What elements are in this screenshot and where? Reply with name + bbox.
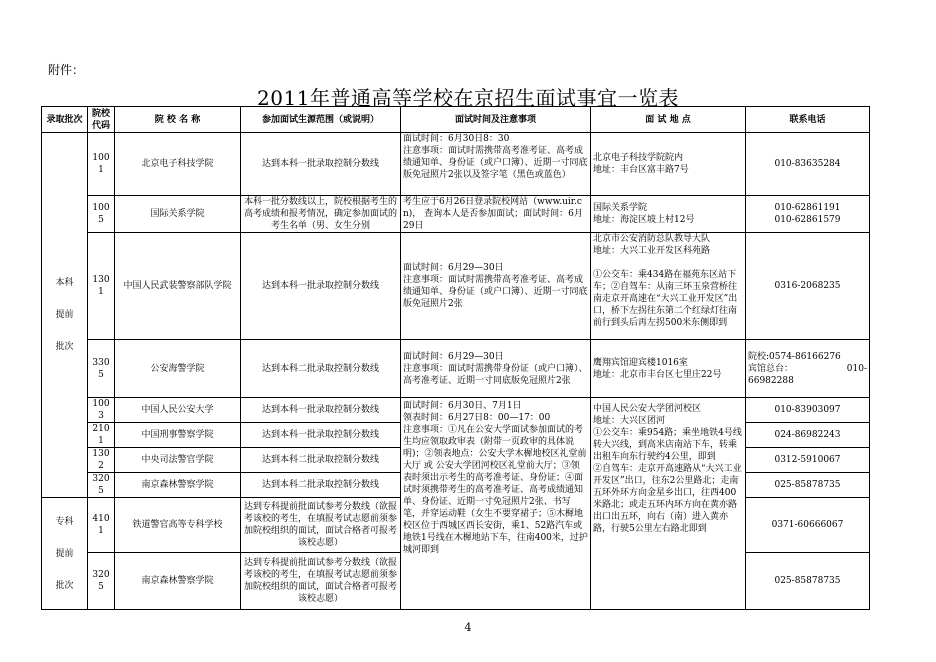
time-cell	[401, 196, 591, 233]
scope-cell: 达到本科一批录取控制分数线	[241, 398, 401, 423]
merged-time-text: 面试时间：6月30日、7月1日 领表时间：6月27日8：00—17：00 注意事项：①凡在公安大学面试参加面试的考生均应领取政审表（附带一页政审的具体说明)；②领表地点：公安大学木樨地校区礼堂前大厅 或 公安大学团河校区礼堂前大厅；③领表时须出示考生的高考准考证、身份证；④面试时须携带考生的高考准考证、高考成绩通知单、身份证、近期一寸免冠照片2张、书写笔，并穿运动鞋（女生不要穿裙子；⑤木樨地校区位于西城区西长安街，乘1、52路汽车或地铁1号线在木樨地站下车，往南400米，过护城河即到	[403, 401, 588, 555]
school-cell: 中国人民武装警察部队学院	[115, 233, 241, 340]
batch-line: 提前	[55, 548, 74, 559]
phone-cell: 024-86982243	[746, 423, 870, 448]
header-place: 面 试 地 点	[591, 107, 746, 133]
scope-cell: 达到本科二批录取控制分数线	[241, 473, 401, 498]
scope-cell	[241, 196, 401, 233]
attachment-label: 附件：	[48, 63, 85, 77]
header-batch: 录取批次	[42, 107, 88, 133]
scope-cell: 达到专科提前批面试参考分数线（欲报考该校的考生，在填报考试志愿前须参加院校组织的面试，面试合格者可报考该校志愿）	[241, 498, 401, 553]
phone-line: 66982288	[748, 375, 794, 386]
page-number: 4	[464, 621, 472, 634]
table-row	[42, 196, 870, 233]
place-text: 北京市公安消防总队教导大队 地址：大兴工业开发区科苑路 ①公交车：乘434路在福苑东区站下车；②自驾车：从南三环玉泉营桥往南走京开高速在“大兴工业开发区”出口，桥下左拐往东第二个红绿灯往南前行到头后再左拐500米东侧即到	[593, 234, 738, 328]
code-cell: 1001	[88, 133, 115, 196]
page-title: 2011年普通高等学校在京招生面试事宜一览表	[257, 86, 679, 110]
school-cell: 国际关系学院	[115, 196, 241, 233]
scope-cell: 达到本科一批录取控制分数线	[241, 133, 401, 196]
batch-line: 专科	[55, 516, 74, 527]
code-cell: 3205	[88, 553, 115, 610]
school-cell: 公安海警学院	[115, 340, 241, 398]
scope-cell: 达到本科一批录取控制分数线	[241, 423, 401, 448]
table-row	[42, 233, 870, 340]
header-time: 面试时间及注意事项	[401, 107, 591, 133]
phone-cell: 0312-5910067	[746, 448, 870, 473]
merged-place-cell	[591, 398, 746, 610]
phone-line	[748, 363, 867, 375]
batch-cell-undergrad	[42, 133, 88, 498]
table-row	[42, 398, 870, 423]
code-cell: 1302	[88, 448, 115, 473]
school-cell: 南京森林警察学院	[115, 473, 241, 498]
school-cell: 中国人民公安大学	[115, 398, 241, 423]
place-cell	[591, 233, 746, 340]
phone-cell: 010-83903097	[746, 398, 870, 423]
phone-cell: 025-85878735	[746, 473, 870, 498]
time-cell: 面试时间：6月29—30日 注意事项：面试时需携带高考准考证、高考成绩通知单、身份证（或户口簿）、近期一寸同底版免冠照片2张	[401, 233, 591, 340]
table-row	[42, 340, 870, 398]
phone-cell: 0371-60666067	[746, 498, 870, 553]
place-cell: 国际关系学院 地址：海淀区坡上村12号	[591, 196, 746, 233]
scope-cell: 达到本科二批录取控制分数线	[241, 448, 401, 473]
batch-line: 提前	[55, 310, 74, 320]
phone-label: 宾馆总台：	[748, 363, 794, 374]
code-cell: 1003	[88, 398, 115, 423]
time-text: 考生应于6月26日登录院校网站（www.uir.cn)， 查询本人是否参加面试；面试时间：6月29日	[403, 197, 583, 231]
school-cell: 中央司法警官学院	[115, 448, 241, 473]
school-cell: 南京森林警察学院	[115, 553, 241, 610]
scope-cell: 达到本科一批录取控制分数线	[241, 233, 401, 340]
scope-cell: 达到专科提前批面试参考分数线（欲报考该校的考生，在填报考试志愿前须参加院校组织的面试，面试合格者可报考该校志愿）	[241, 553, 401, 610]
time-cell: 面试时间：6月30日8：30 注意事项：面试时需携带高考准考证、高考成绩通知单、身份证（或户口簿）、近期一寸同底版免冠照片2张以及签字笔（黑色或蓝色）	[401, 133, 591, 196]
school-cell: 北京电子科技学院	[115, 133, 241, 196]
phone-cell	[746, 340, 870, 398]
place-cell: 北京电子科技学院院内 地址：丰台区富丰路7号	[591, 133, 746, 196]
phone-cell: 025-85878735	[746, 553, 870, 610]
merged-time-cell	[401, 398, 591, 610]
scope-text: 本科一批分数线以上，院校根据考生的高考成绩和报考情况，确定参加面试的考生名单（男、女生分别	[243, 197, 397, 231]
interview-table	[41, 106, 870, 610]
scope-cell: 达到本科二批录取控制分数线	[241, 340, 401, 398]
time-cell: 面试时间：6月29—30日 注意事项：面试时需携带身份证（或户口簿）、高考准考证、近期一寸同底版免冠照片2张	[401, 340, 591, 398]
code-cell: 3205	[88, 473, 115, 498]
code-cell: 1005	[88, 196, 115, 233]
batch-cell-junior	[42, 498, 88, 610]
code-cell: 1301	[88, 233, 115, 340]
table-header	[42, 107, 870, 133]
batch-line: 批次	[55, 342, 74, 352]
phone-line: 院校:0574-86166276	[748, 351, 841, 362]
school-cell: 中国刑事警察学院	[115, 423, 241, 448]
phone-prefix: 010-	[846, 363, 867, 374]
phone-cell: 010-83635284	[746, 133, 870, 196]
merged-place-text: 中国人民公安大学团河校区 地址：大兴区团河 ①公交车：乘954路；乘坐地铁4号线转大兴线，到高米店南站下车，转乘出租车向东行驶约4公里，即到 ②自驾车：走京开高速路从“大兴工业开发区”出口，往东2公里路北；走南五环外环方向金星乡出口，往西400米路北；或走五环内环方向在黄亦路出口出五环，向右（南）进入黄亦路，行驶5公里左右路北即到	[593, 404, 742, 534]
batch-line: 本科	[55, 278, 74, 288]
code-cell: 4101	[88, 498, 115, 553]
batch-line: 批次	[55, 580, 74, 591]
place-cell: 鹰翔宾馆迎宾楼1016室 地址：北京市丰台区七里庄22号	[591, 340, 746, 398]
header-code: 院校代码	[88, 107, 115, 133]
header-phone: 联系电话	[746, 107, 870, 133]
phone-cell: 0316-2068235	[746, 233, 870, 340]
code-cell: 2101	[88, 423, 115, 448]
school-cell: 铁道警官高等专科学校	[115, 498, 241, 553]
header-scope: 参加面试生源范围（或说明）	[241, 107, 401, 133]
table-row	[42, 133, 870, 196]
code-cell: 3305	[88, 340, 115, 398]
header-school: 院 校 名 称	[115, 107, 241, 133]
phone-cell: 010-62861191 010-62861579	[746, 196, 870, 233]
